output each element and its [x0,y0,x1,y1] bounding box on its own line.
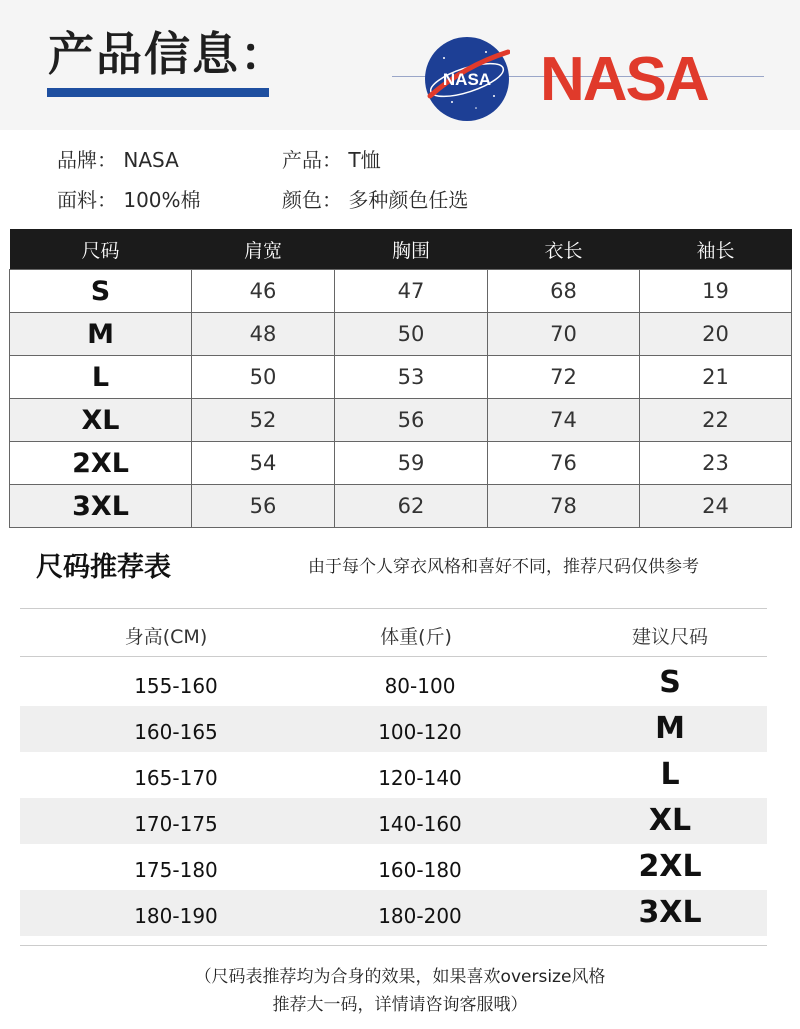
table-cell: 19 [640,270,792,313]
footnote-line-2: 推荐大一码，详情请咨询客服哦） [272,995,528,1015]
size-label: 3XL [10,485,192,528]
recommend-size: XL [648,803,692,838]
table-cell: 70 [488,313,640,356]
table-cell: 20 [640,313,792,356]
size-label: XL [10,399,192,442]
recommend-note: 由于每个人穿衣风格和喜好不同，推荐尺码仅供参考 [308,557,699,577]
recommend-header-height: 身高(CM) [124,626,208,648]
table-cell: 52 [192,399,335,442]
info-color: 颜色： 多种颜色任选 [282,188,469,212]
table-cell: 68 [488,270,640,313]
table-cell: 62 [335,485,488,528]
table-cell: 56 [335,399,488,442]
recommend-size: M [655,711,685,746]
header-size: 尺码 [10,229,192,270]
table-row [10,356,792,399]
size-label: M [10,313,192,356]
recommend-weight: 180-200 [378,904,462,928]
recommend-height: 155-160 [134,674,218,698]
size-chart-header [10,229,792,270]
recommend-row [20,890,767,936]
recommend-weight: 100-120 [378,720,462,744]
recommend-height: 170-175 [134,812,218,836]
table-cell: 59 [335,442,488,485]
header-sleeve: 袖长 [640,229,792,270]
recommend-row [20,752,767,798]
recommend-height: 165-170 [134,766,218,790]
header-shoulder: 肩宽 [192,229,335,270]
recommend-height: 175-180 [134,858,218,882]
recommend-weight: 140-160 [378,812,462,836]
meatball-text: NASA [442,70,492,89]
size-chart-table [9,229,792,528]
recommend-header-weight: 体重(斤) [380,626,452,648]
recommend-title: 尺码推荐表 [36,552,171,583]
table-row [10,270,792,313]
recommend-top-rule [20,608,767,609]
recommend-bottom-rule [20,945,767,946]
info-fabric: 面料： 100%棉 [57,188,201,212]
recommend-row [20,706,767,752]
recommend-row [20,660,767,706]
table-row [10,399,792,442]
table-cell: 74 [488,399,640,442]
table-row [10,485,792,528]
table-cell: 56 [192,485,335,528]
recommend-height: 180-190 [134,904,218,928]
recommend-header-rule [20,656,767,657]
recommend-weight: 80-100 [384,674,456,698]
table-cell: 48 [192,313,335,356]
footnote-line-1: （尺码表推荐均为合身的效果，如果喜欢oversize风格 [194,967,606,987]
size-label: 2XL [10,442,192,485]
table-cell: 50 [192,356,335,399]
nasa-worm-logo: NASA [540,45,708,114]
recommend-height: 160-165 [134,720,218,744]
nasa-meatball-logo [424,36,510,122]
table-cell: 46 [192,270,335,313]
product-info-banner [0,0,800,130]
header-chest: 胸围 [335,229,488,270]
recommend-size: L [660,757,680,792]
table-row [10,442,792,485]
size-label: L [10,356,192,399]
recommend-size: S [659,665,681,700]
info-brand: 品牌： NASA [57,148,179,172]
recommend-row [20,798,767,844]
page-title: 产品信息： [48,27,288,81]
info-product: 产品： T恤 [282,148,381,172]
table-cell: 72 [488,356,640,399]
recommend-row [20,844,767,890]
table-cell: 21 [640,356,792,399]
table-cell: 24 [640,485,792,528]
table-cell: 50 [335,313,488,356]
size-label: S [10,270,192,313]
table-row [10,313,792,356]
table-cell: 47 [335,270,488,313]
title-underline [47,88,269,97]
table-cell: 22 [640,399,792,442]
table-cell: 23 [640,442,792,485]
recommend-weight: 120-140 [378,766,462,790]
table-cell: 78 [488,485,640,528]
recommend-header-size: 建议尺码 [631,626,708,648]
recommend-weight: 160-180 [378,858,462,882]
table-cell: 76 [488,442,640,485]
table-cell: 53 [335,356,488,399]
header-length: 衣长 [488,229,640,270]
recommend-size: 2XL [638,849,702,884]
table-cell: 54 [192,442,335,485]
recommend-size: 3XL [638,895,702,930]
